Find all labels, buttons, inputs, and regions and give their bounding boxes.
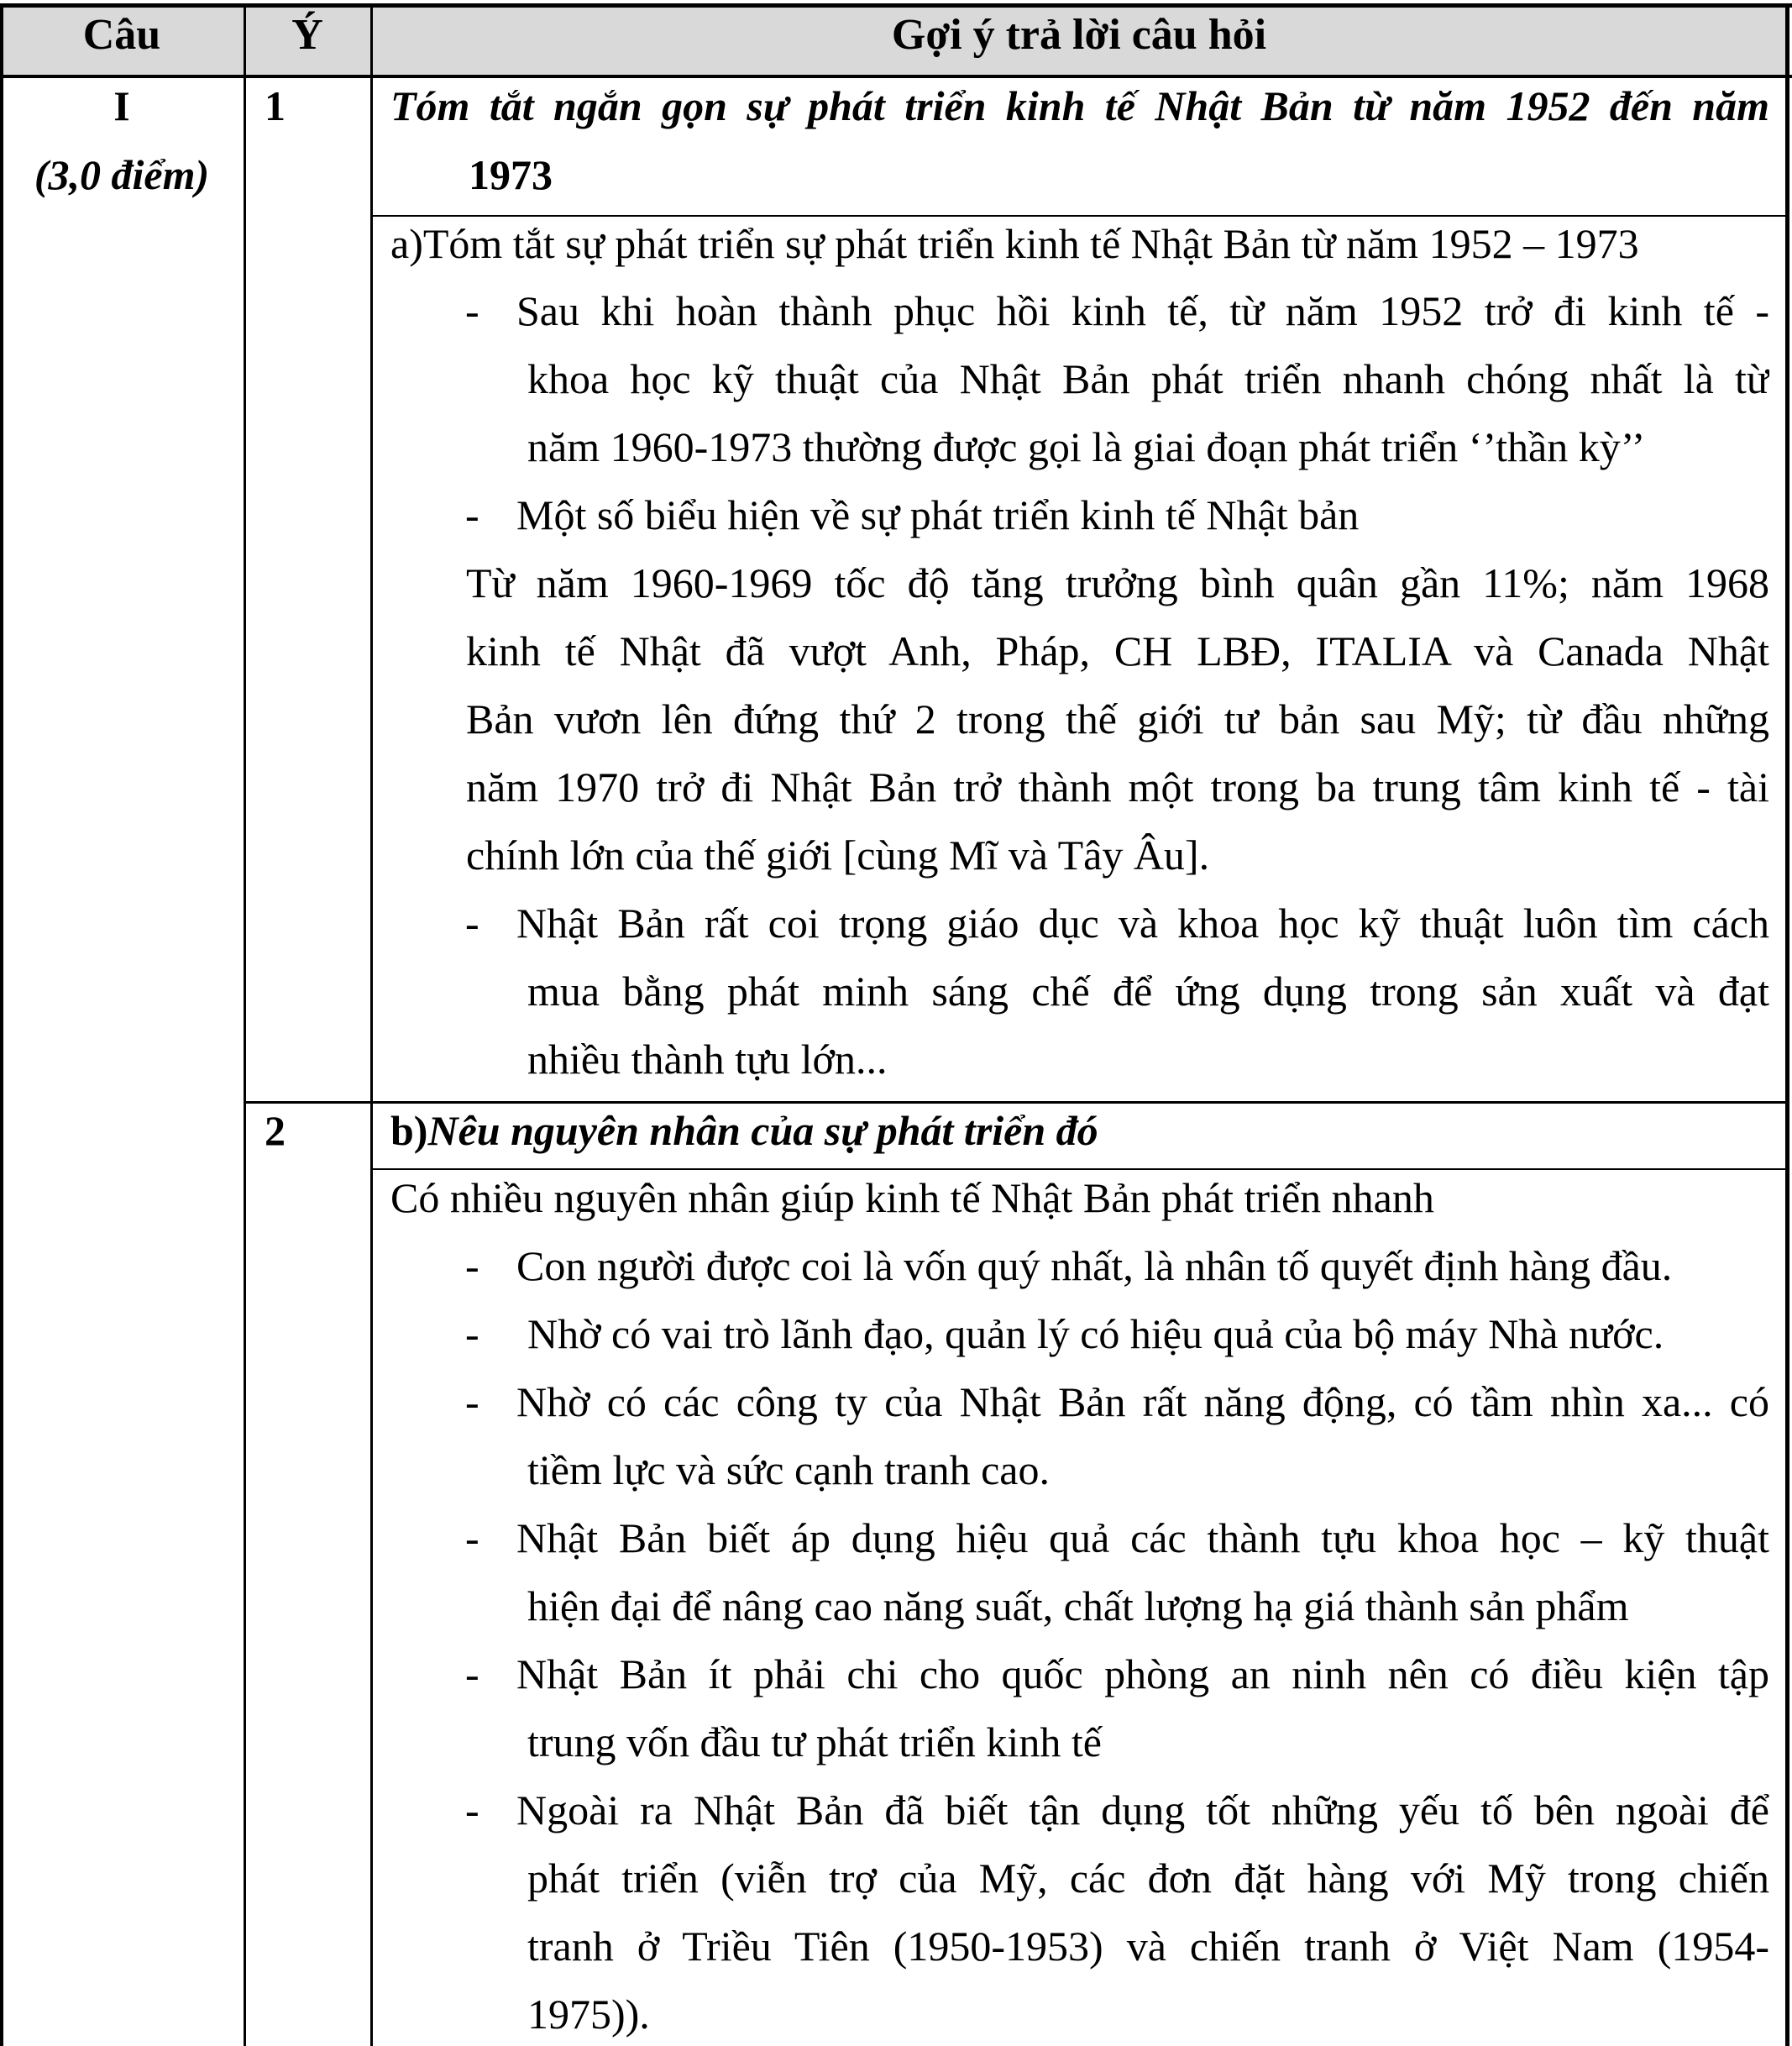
header-bottom-border (0, 75, 1792, 78)
part2-intro: Có nhiều nguyên nhân giúp kinh tế Nhật Bản phát triển nhanh (390, 1174, 1434, 1221)
part1-title-line2: 1973 (469, 151, 553, 198)
part2-title-prefix: b) (390, 1107, 428, 1154)
part2-number: 2 (265, 1107, 286, 1154)
part2-bullet1-dash: - (465, 1242, 479, 1289)
part1-bullet2: Một số biểu hiện về sự phát triển kinh tế Nhật bản (516, 491, 1360, 538)
part1-title-line1: Tóm tắt ngắn gọn sự phát triển kinh tế Nhật Bản từ năm 1952 đến năm (390, 82, 1769, 129)
part2-bullet4-line2: hiện đại để nâng cao năng suất, chất lượng hạ giá thành sản phẩm (527, 1582, 1629, 1629)
part2-bullet5-dash: - (465, 1650, 479, 1697)
part1-paragraph-line2: kinh tế Nhật đã vượt Anh, Pháp, CH LBĐ, ITALIA và Canada Nhật (466, 627, 1769, 674)
table-border-right (1785, 3, 1789, 2046)
part2-bullet5-line2: trung vốn đầu tư phát triển kinh tế (527, 1718, 1102, 1765)
part1-bullet1-dash: - (465, 287, 479, 334)
part1-bullet3-line2: mua bằng phát minh sáng chế để ứng dụng trong sản xuất và đạt (527, 968, 1769, 1015)
part2-bullet3-line1: Nhờ có các công ty của Nhật Bản rất năng động, có tầm nhìn xa... có (516, 1378, 1769, 1425)
row-divider-part2 (244, 1101, 1788, 1104)
part1-paragraph-line4: năm 1970 trở đi Nhật Bản trở thành một trong ba trung tâm kinh tế - tài (466, 763, 1769, 811)
part2-bullet3-dash: - (465, 1378, 479, 1425)
part1-bullet1-line2: khoa học kỹ thuật của Nhật Bản phát triển nhanh chóng nhất là từ (527, 355, 1769, 402)
row-divider-part1-title (370, 215, 1788, 217)
part2-bullet6-line1: Ngoài ra Nhật Bản đã biết tận dụng tốt những yếu tố bên ngoài để (516, 1786, 1769, 1834)
row-divider-part2-title (370, 1168, 1788, 1170)
part1-bullet3-dash: - (465, 900, 479, 947)
table-border-left (0, 3, 3, 2046)
part1-bullet3-line1: Nhật Bản rất coi trọng giáo dục và khoa học kỹ thuật luôn tìm cách (516, 900, 1769, 947)
part1-paragraph-line5: chính lớn của thế giới [cùng Mĩ và Tây Âu]. (466, 832, 1210, 879)
part2-bullet2: Nhờ có vai trò lãnh đạo, quản lý có hiệu quả của bộ máy Nhà nước. (527, 1310, 1664, 1357)
part1-bullet2-dash: - (465, 491, 479, 538)
part1-paragraph-line3: Bản vươn lên đứng thứ 2 trong thế giới tư bản sau Mỹ; từ đầu những (466, 695, 1769, 742)
part1-bullet1-line1: Sau khi hoàn thành phục hồi kinh tế, từ năm 1952 trở đi kinh tế - (516, 287, 1769, 334)
part2-bullet5-line1: Nhật Bản ít phải chi cho quốc phòng an ninh nên có điều kiện tập (516, 1650, 1769, 1697)
column-divider-2 (370, 3, 373, 2046)
part1-bullet3-line3: nhiều thành tựu lớn... (527, 1036, 888, 1083)
part1-bullet1-line3: năm 1960-1973 thường được gọi là giai đoạn phát triển ‘’thần kỳ’’ (527, 423, 1646, 470)
part2-bullet1: Con người được coi là vốn quý nhất, là nhân tố quyết định hàng đầu. (516, 1242, 1673, 1289)
part2-bullet2-dash: - (465, 1310, 479, 1357)
part2-bullet6-line3: tranh ở Triều Tiên (1950-1953) và chiến tranh ở Việt Nam (1954- (527, 1923, 1769, 1970)
part1-intro: a)Tóm tắt sự phát triển sự phát triển kinh tế Nhật Bản từ năm 1952 – 1973 (390, 220, 1639, 267)
table-border-top (0, 3, 1792, 8)
part1-number: 1 (265, 82, 286, 129)
part1-paragraph-line1: Từ năm 1960-1969 tốc độ tăng trưởng bình quân gần 11%; năm 1968 (466, 559, 1769, 606)
part2-bullet6-dash: - (465, 1786, 479, 1834)
part2-bullet3-line2: tiềm lực và sức cạnh tranh cao. (527, 1446, 1050, 1493)
question-points: (3,0 điểm) (34, 151, 210, 198)
part2-bullet4-dash: - (465, 1514, 479, 1561)
part2-title-text: Nêu nguyên nhân của sự phát triển đó (427, 1107, 1098, 1154)
question-number: I (113, 82, 130, 129)
part2-bullet6-line4: 1975)). (527, 1991, 650, 2038)
column-divider-1 (244, 3, 246, 2046)
part2-title (390, 1105, 1098, 1156)
header-y: Ý (291, 11, 323, 59)
part2-bullet6-line2: phát triển (viễn trợ của Mỹ, các đơn đặt hàng với Mỹ trong chiến (527, 1855, 1769, 1902)
part2-bullet4-line1: Nhật Bản biết áp dụng hiệu quả các thành tựu khoa học – kỹ thuật (516, 1514, 1769, 1561)
header-cau: Câu (82, 11, 161, 59)
header-answer: Gợi ý trả lời câu hỏi (891, 11, 1267, 59)
